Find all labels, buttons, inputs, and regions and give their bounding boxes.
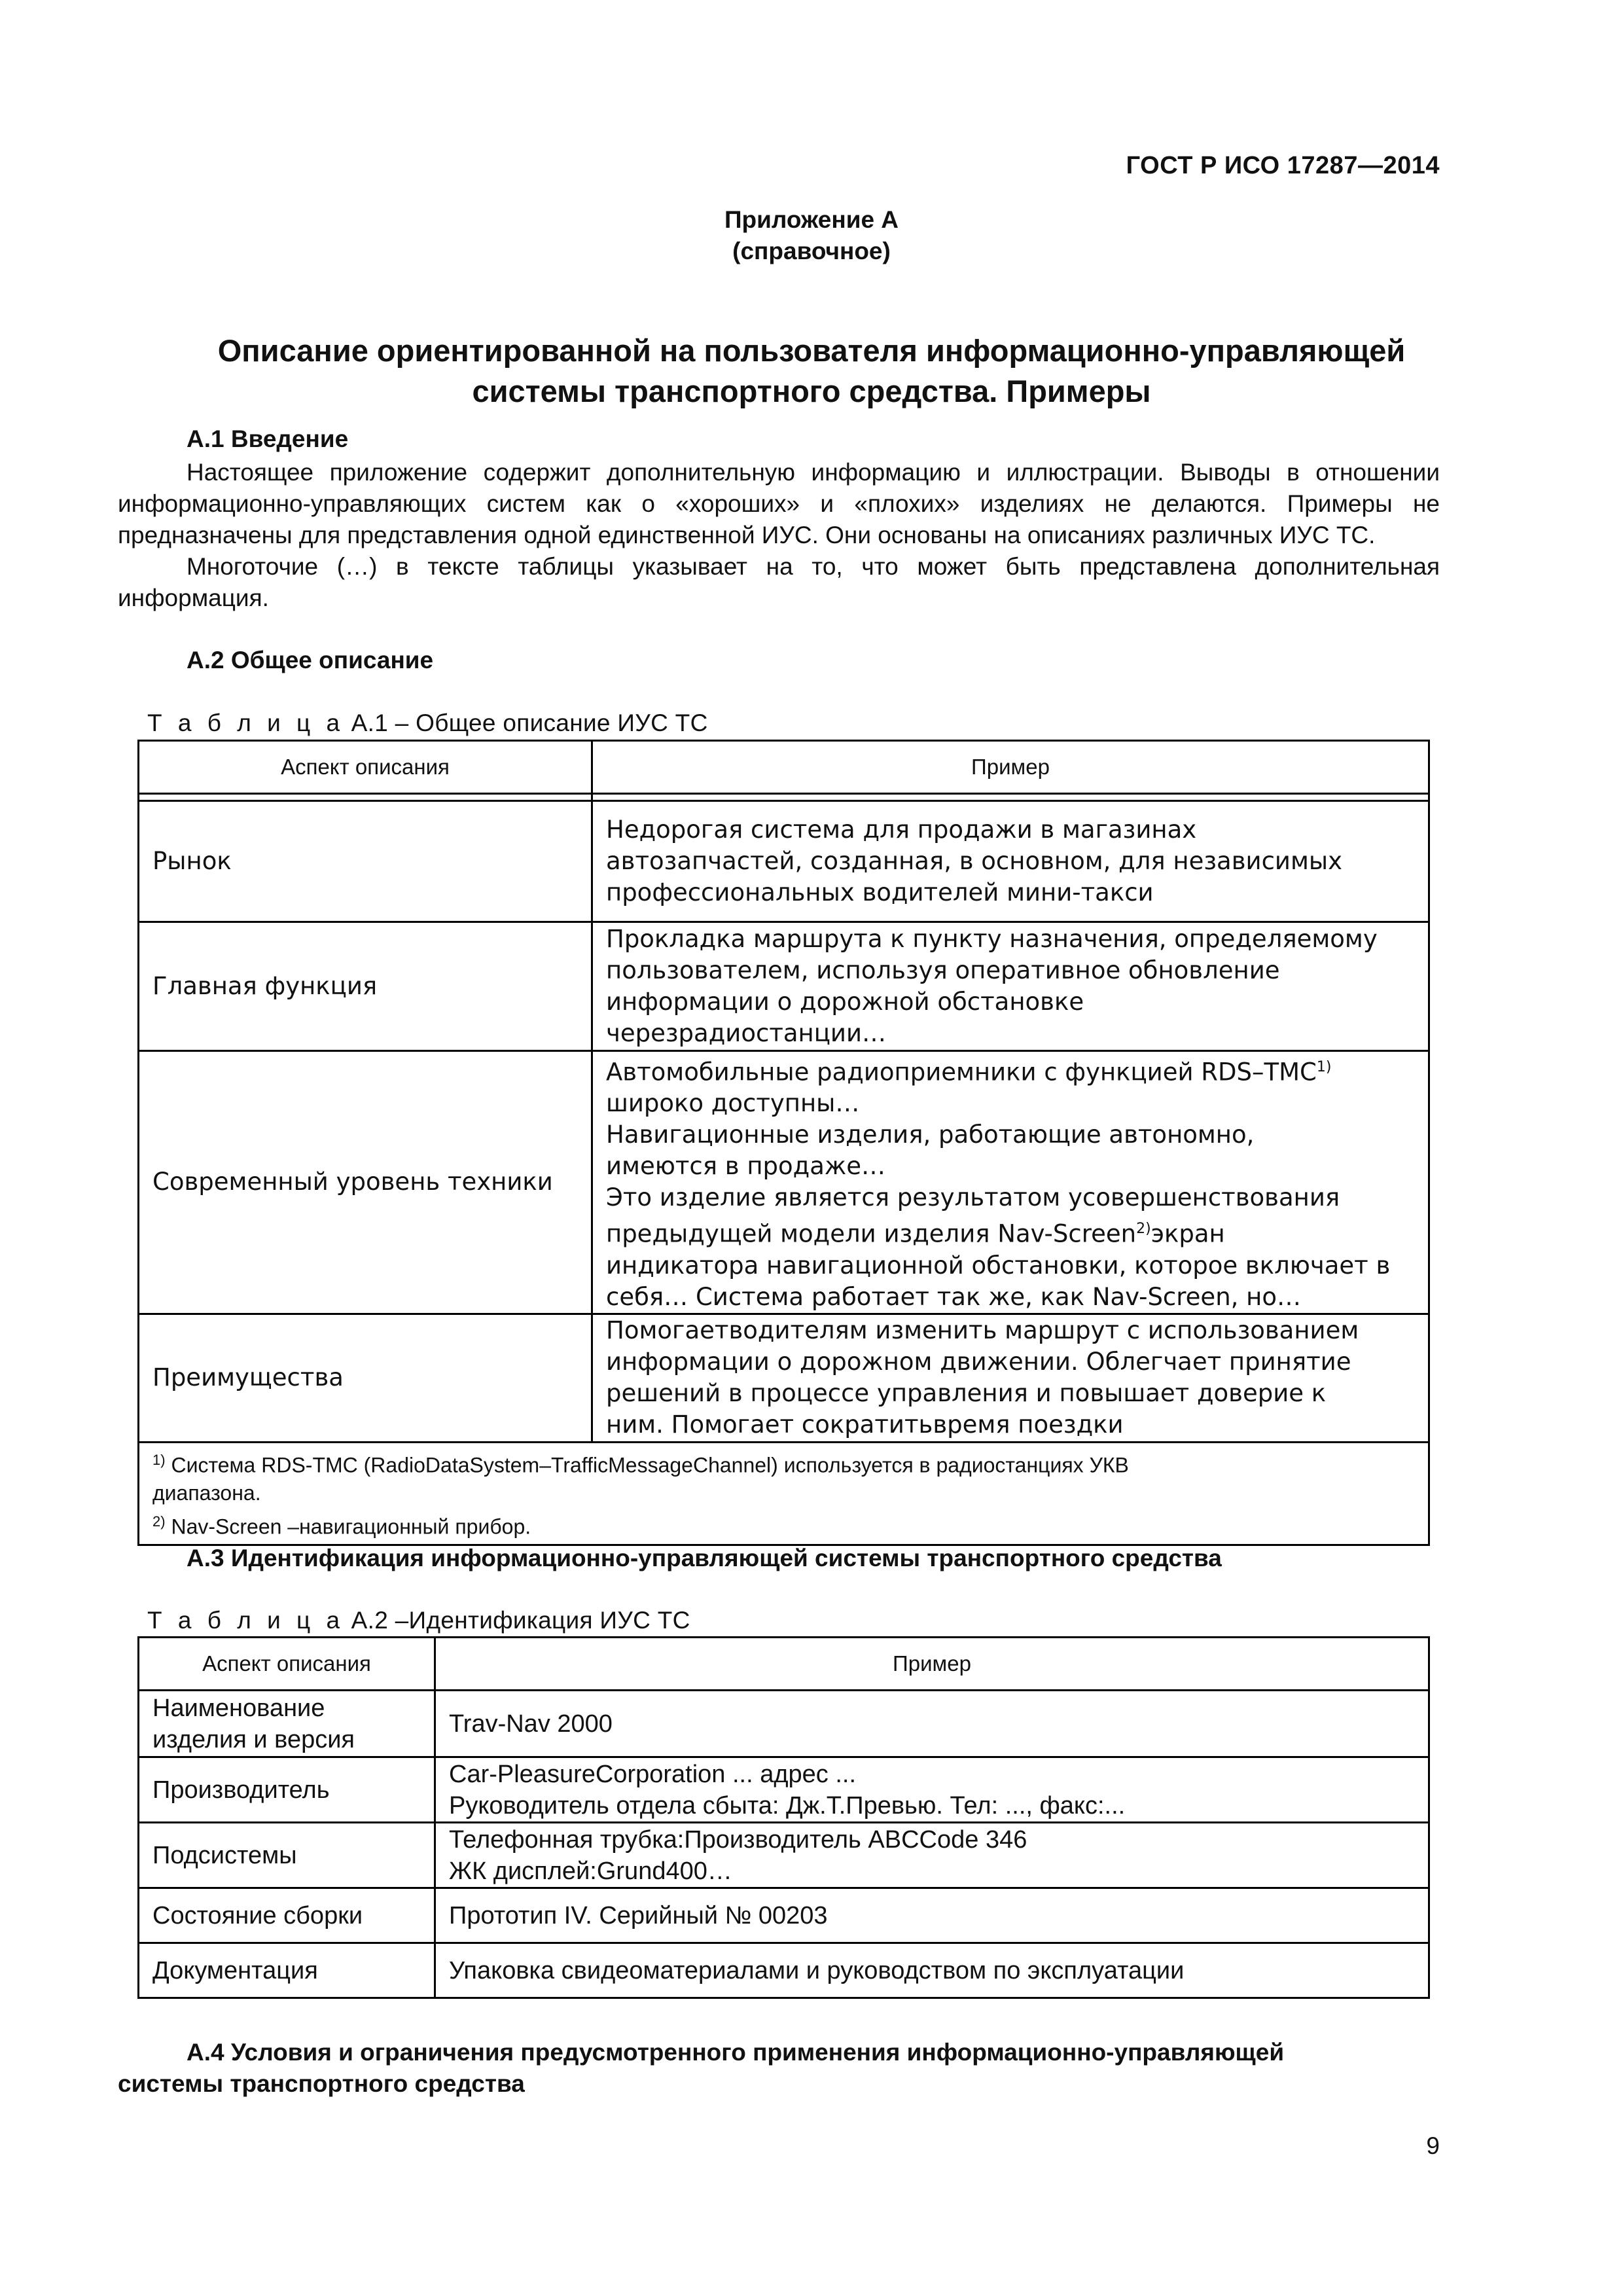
footnote-ref-1: 1) <box>1316 1059 1332 1075</box>
table1-footnotes-row <box>139 1442 1429 1545</box>
table2-header-row <box>139 1638 1429 1691</box>
footnote-1-text: Система RDS-TMC (RadioDataSystem–TrafficMessageChannel) используется в радиостанциях УКВ <box>165 1453 1129 1477</box>
table2-row2-line: Руководитель отдела сбыта: Дж.Т.Превью. Тел: ..., факс:... <box>449 1791 1126 1820</box>
table2-row3-example <box>435 1823 1429 1888</box>
table1-row1-line: профессиональных водителей мини-такси <box>606 878 1154 906</box>
section-a4-heading <box>118 2037 1440 2100</box>
table1-row4-line: ним. Помогает сократитьвремя поездки <box>606 1410 1124 1439</box>
section-a1-paragraph1: Настоящее приложение содержит дополнительную информацию и иллюстрации. Выводы в отношении информационно-управляющих систем как о «хороших» и «плохих» изделиях не делаются. Примеры не предназначены для представления одной единственной ИУС. Они основаны на описаниях различных ИУС ТС. <box>118 459 1440 548</box>
table-row <box>139 1051 1429 1314</box>
table-general-description <box>137 740 1430 1546</box>
table1-row2-line: Прокладка маршрута к пункту назначения, определяемому <box>606 925 1378 953</box>
main-title <box>0 331 1623 412</box>
footnote-1 <box>152 1446 1415 1480</box>
table2-header-aspect: Аспект описания <box>139 1638 435 1691</box>
table1-row3-text: Автомобильные радиоприемники с функцией RDS–TMC <box>606 1058 1317 1086</box>
table1-caption-text: А.1 – Общее описание ИУС ТС <box>344 709 708 736</box>
page-number: 9 <box>1426 2132 1440 2159</box>
section-a2-heading: А.2 Общее описание <box>187 647 434 673</box>
footnote-1-continuation: диапазона. <box>152 1481 261 1505</box>
section-a1-paragraph2: Многоточие (…) в тексте таблицы указывает на то, что может быть представлена дополнительная информация. <box>118 553 1440 611</box>
table1-row2-line: черезрадиостанции… <box>606 1019 887 1047</box>
table2-row5-aspect: Документация <box>139 1943 435 1998</box>
section-a1-body <box>118 457 1440 614</box>
table1-row3-line: Это изделие является результатом усовершенствования <box>606 1183 1340 1212</box>
table1-row1-line: автозапчастей, созданная, в основном, для независимых <box>606 847 1342 875</box>
table2-row3-line: Телефонная трубка:Производитель ABCCode 346 <box>449 1825 1027 1854</box>
appendix-heading <box>0 204 1623 267</box>
document-number: ГОСТ Р ИСО 17287—2014 <box>1126 152 1440 179</box>
table2-row2-line: Car-PleasureCorporation ... адрес ... <box>449 1760 857 1788</box>
table1-header-row <box>139 741 1429 794</box>
table1-row3-line <box>606 1213 1415 1249</box>
table2-row4-aspect: Состояние сборки <box>139 1888 435 1943</box>
section-a4-heading-line1: А.4 Условия и ограничения предусмотренного применения информационно-управляющей <box>187 2039 1285 2066</box>
table2-row5-example <box>435 1943 1429 1998</box>
table2-row3-aspect: Подсистемы <box>139 1823 435 1888</box>
table1-row3-text: предыдущей модели изделия Nav-Screen <box>606 1219 1137 1248</box>
table-row <box>139 1823 1429 1888</box>
table1-row3-text: экран <box>1150 1219 1225 1248</box>
table1-row3-line: себя… Система работает так же, как Nav-Screen, но… <box>606 1282 1301 1311</box>
table2-row5-line: Упаковка свидеоматериалами и руководством по эксплуатации <box>449 1956 1185 1984</box>
table2-row2-example <box>435 1757 1429 1823</box>
table2-row1-aspect <box>139 1691 435 1757</box>
section-a4-heading-line2: системы транспортного средства <box>118 2070 525 2097</box>
table1-row2-line: информации о дорожной обстановке <box>606 988 1084 1016</box>
table-row <box>139 1888 1429 1943</box>
table1-header-aspect: Аспект описания <box>139 741 592 794</box>
table1-row4-line: Помогаетводителям изменить маршрут с использованием <box>606 1316 1359 1345</box>
table2-row1-aspect-line: изделия и версия <box>152 1725 355 1753</box>
table1-row1-line: Недорогая система для продажи в магазинах <box>606 816 1197 844</box>
appendix-subtitle: (справочное) <box>732 238 891 264</box>
footnote-ref-2: 2) <box>1136 1221 1151 1238</box>
table1-row1-example <box>592 801 1429 922</box>
appendix-title: Приложение А <box>724 206 899 233</box>
table2-caption-text: А.2 –Идентификация ИУС ТС <box>344 1607 690 1634</box>
table1-caption <box>147 709 708 737</box>
table2-caption <box>147 1607 690 1634</box>
table2-header-example: Пример <box>435 1638 1429 1691</box>
table1-row2-aspect: Главная функция <box>139 922 592 1051</box>
table1-row3-line <box>606 1052 1415 1088</box>
table2-row1-aspect-line: Наименование <box>152 1694 325 1722</box>
table-row <box>139 801 1429 922</box>
table1-row2-line: пользователем, используя оперативное обновление <box>606 956 1280 984</box>
table1-row3-line: индикатора навигационной обстановки, которое включает в <box>606 1251 1391 1280</box>
table1-footnotes <box>139 1442 1429 1545</box>
table1-header-example: Пример <box>592 741 1429 794</box>
table-row <box>139 1943 1429 1998</box>
table2-row1-example <box>435 1691 1429 1757</box>
main-title-line1: Описание ориентированной на пользователя информационно-управляющей <box>217 333 1406 368</box>
main-title-line2: системы транспортного средства. Примеры <box>472 374 1151 408</box>
table2-row1-line: Trav-Nav 2000 <box>449 1710 613 1738</box>
table1-row3-line: широко доступны… <box>606 1089 860 1118</box>
table2-row4-example <box>435 1888 1429 1943</box>
table2-row4-line: Прототип IV. Серийный № 00203 <box>449 1901 828 1929</box>
table2-row3-line: ЖК дисплей:Grund400… <box>449 1857 732 1885</box>
table1-caption-prefix: Т а б л и ц а <box>147 709 345 736</box>
table1-row3-line: имеются в продаже… <box>606 1152 886 1181</box>
section-a1-heading: А.1 Введение <box>187 425 349 452</box>
table1-row3-aspect: Современный уровень техники <box>139 1051 592 1314</box>
table1-row1-aspect: Рынок <box>139 801 592 922</box>
table1-row4-line: решений в процессе управления и повышает доверие к <box>606 1379 1327 1408</box>
footnote-2-text: Nav-Screen –навигационный прибор. <box>165 1515 531 1539</box>
table1-row4-line: информации о дорожном движении. Облегчает принятие <box>606 1348 1351 1376</box>
table1-row4-example <box>592 1314 1429 1442</box>
table-identification <box>137 1636 1430 1999</box>
table1-row3-example <box>592 1051 1429 1314</box>
table-row <box>139 922 1429 1051</box>
table1-row2-example <box>592 922 1429 1051</box>
table-row <box>139 1691 1429 1757</box>
footnote-2 <box>152 1507 1415 1541</box>
table-row <box>139 1314 1429 1442</box>
footnote-2-mark: 2) <box>152 1513 166 1530</box>
section-a3-heading: А.3 Идентификация информационно-управляющей системы транспортного средства <box>187 1545 1222 1571</box>
table1-row3-line: Навигационные изделия, работающие автономно, <box>606 1121 1255 1149</box>
table1-row4-aspect: Преимущества <box>139 1314 592 1442</box>
table2-caption-prefix: Т а б л и ц а <box>147 1607 345 1634</box>
table2-row2-aspect: Производитель <box>139 1757 435 1823</box>
table1-header-gap <box>139 794 1429 801</box>
footnote-1-mark: 1) <box>152 1451 166 1468</box>
table-row <box>139 1757 1429 1823</box>
